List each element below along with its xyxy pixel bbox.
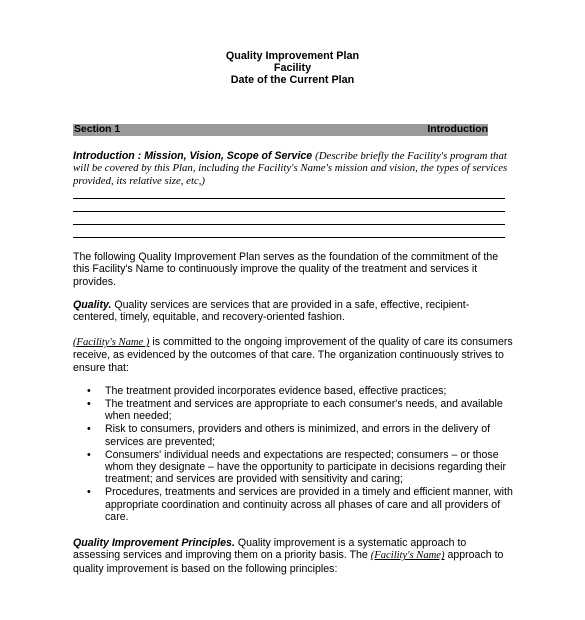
bullet-icon: • — [87, 448, 91, 461]
commitment-paragraph — [73, 336, 513, 374]
quality-term: Quality. — [73, 299, 112, 311]
foundation-paragraph: The following Quality Improvement Plan serves as the foundation of the commitment of the this Facility's Name to continuously improve the quality of the treatment and services it provides. — [73, 251, 499, 288]
bullet-icon: • — [87, 385, 91, 397]
blank-line-2 — [73, 211, 505, 212]
section-title: Introduction — [427, 124, 488, 135]
plan-date-heading: Date of the Current Plan — [230, 74, 355, 86]
blank-line-1 — [73, 198, 505, 199]
list-item: • The treatment and services are appropriate to each consumer's needs, and available when needed; — [87, 397, 503, 423]
commitment-text: is committed to the ongoing improvement of the quality of care its consumers receive, as evidenced by the outcomes of that care. The organization continuously strives to ensure that: — [73, 336, 513, 374]
principles-text-2: approach to quality improvement is based on the following principles: — [73, 549, 504, 575]
list-item: • Consumers' individual needs and expectations are respected; consumers – or those whom they designate – have the opportunity to participate in decisions regarding their treatment; and services are provided with sensitivity and caring; — [87, 448, 507, 486]
bullet-icon: • — [87, 397, 91, 410]
principles-text-1: Quality improvement is a systematic approach to assessing services and improving them on a priority basis. The — [73, 537, 467, 562]
facility-heading: Facility — [273, 62, 312, 74]
list-item: • Risk to consumers, providers and others is minimized, and errors in the delivery of services are prevented; — [87, 423, 491, 448]
list-item: • The treatment provided incorporates evidence based, effective practices; — [87, 385, 447, 397]
section-number: Section 1 — [74, 124, 121, 135]
intro-paragraph — [73, 150, 513, 187]
intro-lead: Introduction : Mission, Vision, Scope of Service — [73, 150, 313, 162]
list-item: • Procedures, treatments and services are provided in a timely and efficient manner, with appropriate coordination and continuity across all phases of care and all providers of care. — [87, 486, 513, 524]
blank-line-3 — [73, 224, 505, 225]
quality-text: Quality services are services that are provided in a safe, effective, recipient-centered, timely, equitable, and recovery-oriented fashion. — [73, 299, 470, 324]
blank-line-4 — [73, 237, 505, 238]
plan-title: Quality Improvement Plan — [225, 50, 360, 62]
bullet-icon: • — [87, 423, 91, 436]
facility-name-placeholder: (Facility's Name ) — [73, 337, 150, 348]
principles-paragraph — [73, 537, 513, 575]
facility-name-placeholder-2: (Facility's Name) — [370, 550, 445, 562]
bullet-icon: • — [87, 486, 91, 499]
intro-description: (Describe briefly the Facility's program that will be covered by this Plan, including the Facility's Name's mission and vision, the types of services provided, its relative size, etc,) — [73, 150, 508, 187]
quality-paragraph — [73, 299, 513, 324]
principles-term: Quality Improvement Principles. — [73, 537, 235, 549]
commitment-bullet-list — [73, 385, 513, 524]
